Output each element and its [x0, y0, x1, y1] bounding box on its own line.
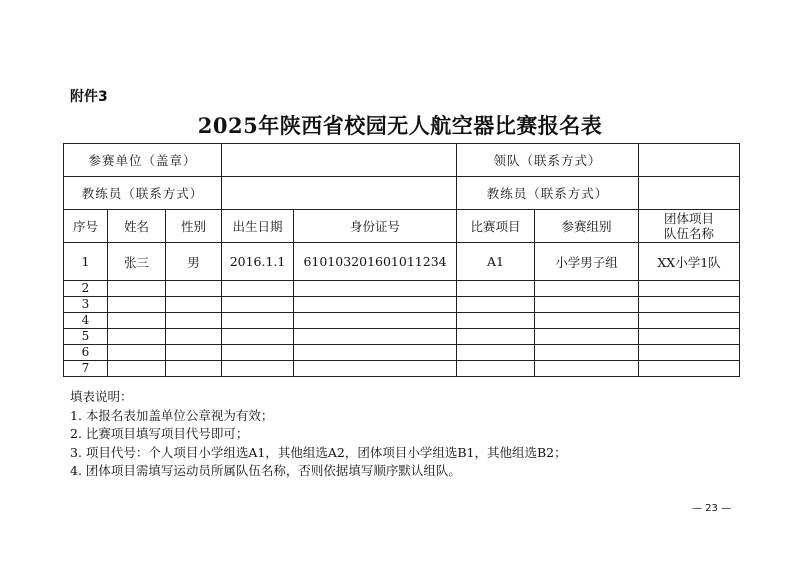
cell-index: 7 [64, 361, 108, 377]
info-row-coach [64, 177, 740, 210]
cell-event[interactable] [457, 361, 535, 377]
col-header-gender: 性别 [166, 210, 222, 243]
col-header-group: 参赛组别 [535, 210, 639, 243]
cell-team-name[interactable] [639, 361, 740, 377]
cell-index: 4 [64, 313, 108, 329]
cell-event[interactable] [457, 297, 535, 313]
notes-heading: 填表说明： [70, 389, 133, 404]
cell-index: 5 [64, 329, 108, 345]
team-header-line2: 队伍名称 [664, 226, 715, 241]
cell-group[interactable] [535, 297, 639, 313]
cell-name[interactable] [108, 281, 166, 297]
coach-label: 教练员（联系方式） [64, 177, 222, 210]
cell-gender[interactable]: 男 [166, 243, 222, 281]
leader-label: 领队（联系方式） [457, 144, 639, 177]
cell-team-name[interactable] [639, 345, 740, 361]
cell-index: 6 [64, 345, 108, 361]
coach-input-cell[interactable] [222, 177, 457, 210]
cell-group[interactable] [535, 329, 639, 345]
leader-input-cell[interactable] [639, 144, 740, 177]
cell-team-name[interactable] [639, 297, 740, 313]
cell-birthdate[interactable] [222, 281, 294, 297]
cell-name[interactable]: 张三 [108, 243, 166, 281]
cell-team-name[interactable] [639, 329, 740, 345]
table-row [64, 313, 740, 329]
cell-birthdate[interactable] [222, 313, 294, 329]
col-header-name: 姓名 [108, 210, 166, 243]
cell-id-number[interactable] [294, 297, 457, 313]
coach-label-2: 教练员（联系方式） [457, 177, 639, 210]
cell-team-name[interactable] [639, 313, 740, 329]
unit-input-cell[interactable] [222, 144, 457, 177]
cell-id-number[interactable] [294, 361, 457, 377]
cell-group[interactable] [535, 281, 639, 297]
team-header-line1: 团体项目 [664, 211, 715, 226]
cell-event[interactable] [457, 345, 535, 361]
cell-index: 1 [64, 243, 108, 281]
col-header-id-number: 身份证号 [294, 210, 457, 243]
table-row [64, 243, 740, 281]
col-header-team-name [639, 210, 740, 243]
cell-group[interactable] [535, 313, 639, 329]
unit-label: 参赛单位（盖章） [64, 144, 222, 177]
cell-gender[interactable] [166, 329, 222, 345]
registration-table [63, 143, 740, 377]
note-item: 2. 比赛项目填写项目代号即可； [70, 426, 249, 441]
info-row-unit [64, 144, 740, 177]
cell-name[interactable] [108, 297, 166, 313]
cell-gender[interactable] [166, 313, 222, 329]
note-item: 1. 本报名表加盖单位公章视为有效； [70, 407, 274, 423]
table-row [64, 297, 740, 313]
cell-birthdate[interactable] [222, 345, 294, 361]
cell-birthdate[interactable] [222, 329, 294, 345]
table-row [64, 361, 740, 377]
cell-birthdate[interactable] [222, 297, 294, 313]
cell-name[interactable] [108, 329, 166, 345]
cell-event[interactable] [457, 281, 535, 297]
cell-event[interactable]: A1 [457, 243, 535, 281]
cell-group[interactable] [535, 345, 639, 361]
cell-event[interactable] [457, 329, 535, 345]
col-header-event: 比赛项目 [457, 210, 535, 243]
filling-instructions [70, 388, 567, 481]
cell-gender[interactable] [166, 297, 222, 313]
table-row [64, 281, 740, 297]
column-header-row [64, 210, 740, 243]
attachment-label: 附件3 [70, 89, 108, 105]
cell-event[interactable] [457, 313, 535, 329]
cell-name[interactable] [108, 361, 166, 377]
cell-id-number[interactable] [294, 313, 457, 329]
note-item: 4. 团体项目需填写运动员所属队伍名称，否则依据填写顺序默认组队。 [70, 463, 461, 478]
col-header-birthdate: 出生日期 [222, 210, 294, 243]
cell-gender[interactable] [166, 361, 222, 377]
cell-team-name[interactable]: XX小学1队 [639, 243, 740, 281]
cell-id-number[interactable] [294, 345, 457, 361]
col-header-index: 序号 [64, 210, 108, 243]
cell-id-number[interactable]: 610103201601011234 [294, 243, 457, 281]
cell-group[interactable] [535, 361, 639, 377]
cell-gender[interactable] [166, 281, 222, 297]
cell-id-number[interactable] [294, 281, 457, 297]
cell-group[interactable]: 小学男子组 [535, 243, 639, 281]
cell-birthdate[interactable]: 2016.1.1 [222, 243, 294, 281]
table-row [64, 345, 740, 361]
cell-name[interactable] [108, 345, 166, 361]
form-title: 2025年陕西省校园无人航空器比赛报名表 [197, 113, 603, 138]
cell-birthdate[interactable] [222, 361, 294, 377]
coach-input-cell-2[interactable] [639, 177, 740, 210]
cell-index: 2 [64, 281, 108, 297]
cell-gender[interactable] [166, 345, 222, 361]
cell-index: 3 [64, 297, 108, 313]
table-row [64, 329, 740, 345]
note-item: 3. 项目代号：个人项目小学组选A1，其他组选A2，团体项目小学组选B1，其他组选B2； [70, 444, 567, 460]
cell-name[interactable] [108, 313, 166, 329]
cell-id-number[interactable] [294, 329, 457, 345]
cell-team-name[interactable] [639, 281, 740, 297]
page-number: — 23 — [692, 503, 732, 514]
